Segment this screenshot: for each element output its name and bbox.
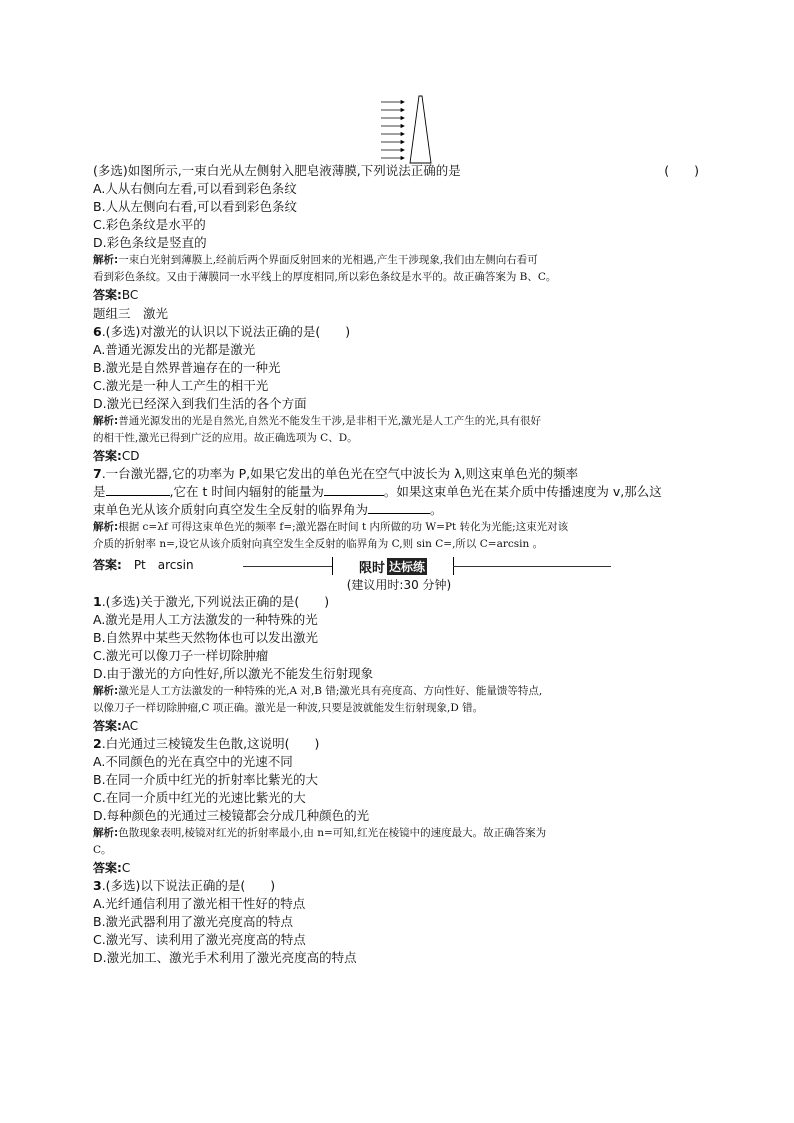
q7-line-3-part-b: 。 (430, 502, 443, 517)
q5-solution-line-1: 一束白光射到薄膜上,经前后两个界面反射回来的光相遇,产生干涉现象,我们由左侧向右看可 (118, 254, 538, 266)
p1-answer-value: AC (121, 719, 139, 733)
p1-answer-label: 答案: (93, 719, 122, 733)
q7-line-3 (93, 501, 705, 519)
q5-solution (93, 252, 705, 286)
q7-line-1 (93, 465, 705, 483)
q5-option-d: D.彩色条纹是竖直的 (93, 235, 207, 250)
p2-option-a: A.不同颜色的光在真空中的光速不同 (93, 754, 293, 769)
q7-blank-critical-angle[interactable] (368, 513, 430, 514)
q7-solution-label: 解析: (93, 521, 119, 533)
banner-rule-left (243, 566, 332, 567)
p2-number: 2 (93, 736, 102, 751)
p3-option-c: C.激光写、读利用了激光亮度高的特点 (93, 932, 306, 947)
q6-solution-line-1: 普通光源发出的光是自然光,自然光不能发生干涉,是非相干光,激光是人工产生的光,具有很好 (118, 415, 542, 427)
q6-answer (93, 447, 705, 465)
p2-answer (93, 859, 705, 877)
q5-solution-line-2: 看到彩色条纹。又由于薄膜同一水平线上的厚度相同,所以彩色条纹是水平的。故正确答案为 B、C。 (93, 271, 557, 283)
q5-answer-label: 答案: (93, 288, 122, 302)
p3-stem (93, 877, 705, 895)
q5-option-a: A.人从右侧向左看,可以看到彩色条纹 (93, 181, 297, 196)
p2-option-c: C.在同一介质中红光的光速比紫光的大 (93, 790, 306, 805)
q6-stem-text: .(多选)对激光的认识以下说法正确的是( ) (101, 324, 351, 339)
q7-line-2-part-a: 是 (93, 484, 106, 499)
p2-solution-line-2: C。 (93, 844, 112, 856)
p3-option-a: A.光纤通信利用了激光相干性好的特点 (93, 896, 306, 911)
q7-line-3-part-a: 束单色光从该介质射向真空发生全反射的临界角为 (93, 502, 369, 517)
q7-line-2-part-b: ,它在 t 时间内辐射的能量为 (169, 484, 324, 499)
p2-solution-label: 解析: (93, 827, 119, 839)
p1-option-d: D.由于激光的方向性好,所以激光不能发生衍射现象 (93, 666, 374, 681)
p1-solution-line-1: 激光是人工方法激发的一种特殊的光,A 对,B 错;激光具有亮度高、方向性好、能量馈等特点, (118, 685, 543, 697)
q7-blank-frequency[interactable] (106, 495, 170, 496)
q7-line-2-part-c: 。如果这束单色光在某介质中传播速度为 v,那么这 (383, 484, 662, 499)
q6-option-d: D.激光已经深入到我们生活的各个方面 (93, 396, 307, 411)
q5-answer-paren: ( ) (664, 163, 699, 178)
p1-number: 1 (93, 594, 102, 609)
q5-option-b: B.人从左侧向右看,可以看到彩色条纹 (93, 199, 298, 214)
q7-number: 7 (93, 466, 102, 481)
p2-answer-label: 答案: (93, 861, 122, 875)
q7-solution (93, 519, 705, 553)
p2-option-d: D.每种颜色的光通过三棱镜都会分成几种颜色的光 (93, 808, 370, 823)
q6-stem (93, 323, 705, 341)
q7-answer-value: Pt arcsin (121, 558, 194, 572)
q7-solution-line-1: 根据 c=λf 可得这束单色光的频率 f=;激光器在时间 t 内所做的功 W=Pt 转化为光能;这束光对该 (118, 521, 569, 533)
banner-title (332, 557, 454, 575)
q5-solution-label: 解析: (93, 254, 119, 266)
q5-option-c: C.彩色条纹是水平的 (93, 217, 206, 232)
q5-stem-text: (多选)如图所示,一束白光从左侧射入肥皂液薄膜,下列说法正确的是 (93, 163, 461, 178)
p2-answer-value: C (121, 861, 131, 875)
q6-option-c: C.激光是一种人工产生的相干光 (93, 378, 269, 393)
q6-answer-value: CD (121, 449, 140, 463)
q5-answer (93, 286, 705, 304)
q7-answer-label: 答案: (93, 558, 122, 572)
p3-option-d: D.激光加工、激光手术利用了激光亮度高的特点 (93, 950, 357, 965)
q7-answer-banner-row (93, 553, 705, 577)
q6-option-b: B.激光是自然界普遍存在的一种光 (93, 360, 281, 375)
group3-heading: 题组三 激光 (93, 306, 169, 321)
p1-option-c: C.激光可以像刀子一样切除肿瘤 (93, 648, 269, 663)
p1-answer (93, 717, 705, 735)
p3-number: 3 (93, 878, 102, 893)
q7-line-2 (93, 483, 705, 501)
document-page (93, 90, 705, 967)
q7-blank-energy[interactable] (324, 495, 384, 496)
banner-title-right: 达标练 (389, 559, 426, 574)
p2-option-b: B.在同一介质中红光的折射率比紫光的大 (93, 772, 319, 787)
p2-solution (93, 825, 705, 859)
banner-title-left: 限时 (358, 560, 385, 576)
p3-option-b: B.激光武器利用了激光亮度高的特点 (93, 914, 294, 929)
p1-solution-line-2: 以像刀子一样切除肿瘤,C 项正确。激光是一种波,只要是波就能发生衍射现象,D 错。 (93, 702, 484, 714)
q6-solution (93, 413, 705, 447)
suggested-time: (建议用时:30 分钟) (346, 578, 452, 592)
p2-stem (93, 735, 705, 753)
banner-rule-right (453, 566, 611, 567)
q6-option-a: A.普通光源发出的光都是激光 (93, 342, 256, 357)
p2-stem-text: .白光通过三棱镜发生色散,这说明( ) (101, 736, 320, 751)
q5-answer-value: BC (121, 288, 139, 302)
p3-stem-text: .(多选)以下说法正确的是( ) (101, 878, 276, 893)
p1-solution (93, 683, 705, 717)
p1-option-a: A.激光是用人工方法激发的一种特殊的光 (93, 612, 318, 627)
q7-solution-line-2: 介质的折射率 n=,设它从该介质射向真空发生全反射的临界角为 C,则 sin C=,所以 C=arcsin 。 (93, 538, 544, 550)
p1-stem (93, 593, 705, 611)
q5-stem (93, 162, 705, 180)
q6-number: 6 (93, 324, 102, 339)
q7-line-1-text: .一台激光器,它的功率为 P,如果它发出的单色光在空气中波长为 λ,则这束单色光的频率 (101, 466, 578, 481)
section-banner (93, 555, 705, 577)
q6-solution-line-2: 的相干性,激光已得到广泛的应用。故正确选项为 C、D。 (93, 432, 358, 444)
p1-stem-text: .(多选)关于激光,下列说法正确的是( ) (101, 594, 330, 609)
q6-answer-label: 答案: (93, 449, 122, 463)
p2-solution-line-1: 色散现象表明,棱镜对红光的折射率最小,由 n=可知,红光在棱镜中的速度最大。故正确答案为 (118, 827, 547, 839)
p1-solution-label: 解析: (93, 685, 119, 697)
p1-option-b: B.自然界中某些天然物体也可以发出激光 (93, 630, 319, 645)
q6-solution-label: 解析: (93, 415, 119, 427)
